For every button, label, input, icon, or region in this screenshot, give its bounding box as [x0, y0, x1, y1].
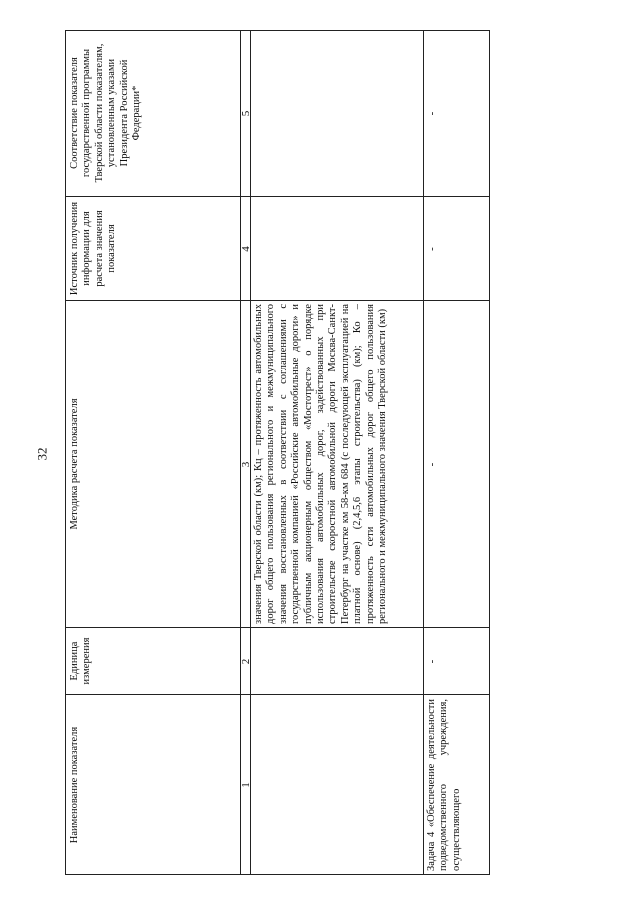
column-number-1: 1: [240, 782, 252, 788]
page-number: 32: [34, 447, 50, 461]
column-number-5: 5: [240, 110, 252, 117]
task-4-name: Задача 4 «Обеспечение деятельности подведомственного учреждения, осуществляющего: [426, 699, 462, 871]
header-unit: Единица измерения: [69, 637, 93, 685]
task-4-unit: -: [426, 659, 438, 664]
header-method: Методика расчета показателя: [69, 398, 80, 530]
column-number-3: 3: [240, 461, 252, 468]
task-4-compliance: -: [426, 111, 438, 116]
method-text: значения Тверской области (км); Кц – протяженность автомобильных дорог общего пользования регионального и межмуниципального значения восстановленных в соответствии с соглашениями с государственной компанией «Российские автомобильные дороги» и публичным акционерным обществом «Мостотрест» о порядке использования автомобильных дорог, задействованных при строительстве скоростной автомобильной дороги Москва-Санкт-Петербург на участке км 58-км 684 (с последующей эксплуатацией на платной основе) (2,4,5,6 этапы строительства) (км); Ко – протяженность сети автомобильных дорог общего пользования регионального и межмуниципального значения Тверской области (км): [253, 304, 389, 624]
task-4-source: -: [426, 247, 438, 251]
header-compliance: Соответствие показателя государственной программы Тверской области показателям, установленным указами Президента Российской Федерации*: [69, 43, 143, 183]
task-4-method: -: [426, 462, 438, 467]
header-source: Источник получения информации для расчета значения показателя: [69, 201, 118, 296]
indicator-table: [65, 30, 490, 875]
header-name: Наименование показателя: [69, 726, 80, 844]
column-number-4: 4: [240, 246, 252, 252]
column-number-2: 2: [240, 658, 252, 665]
